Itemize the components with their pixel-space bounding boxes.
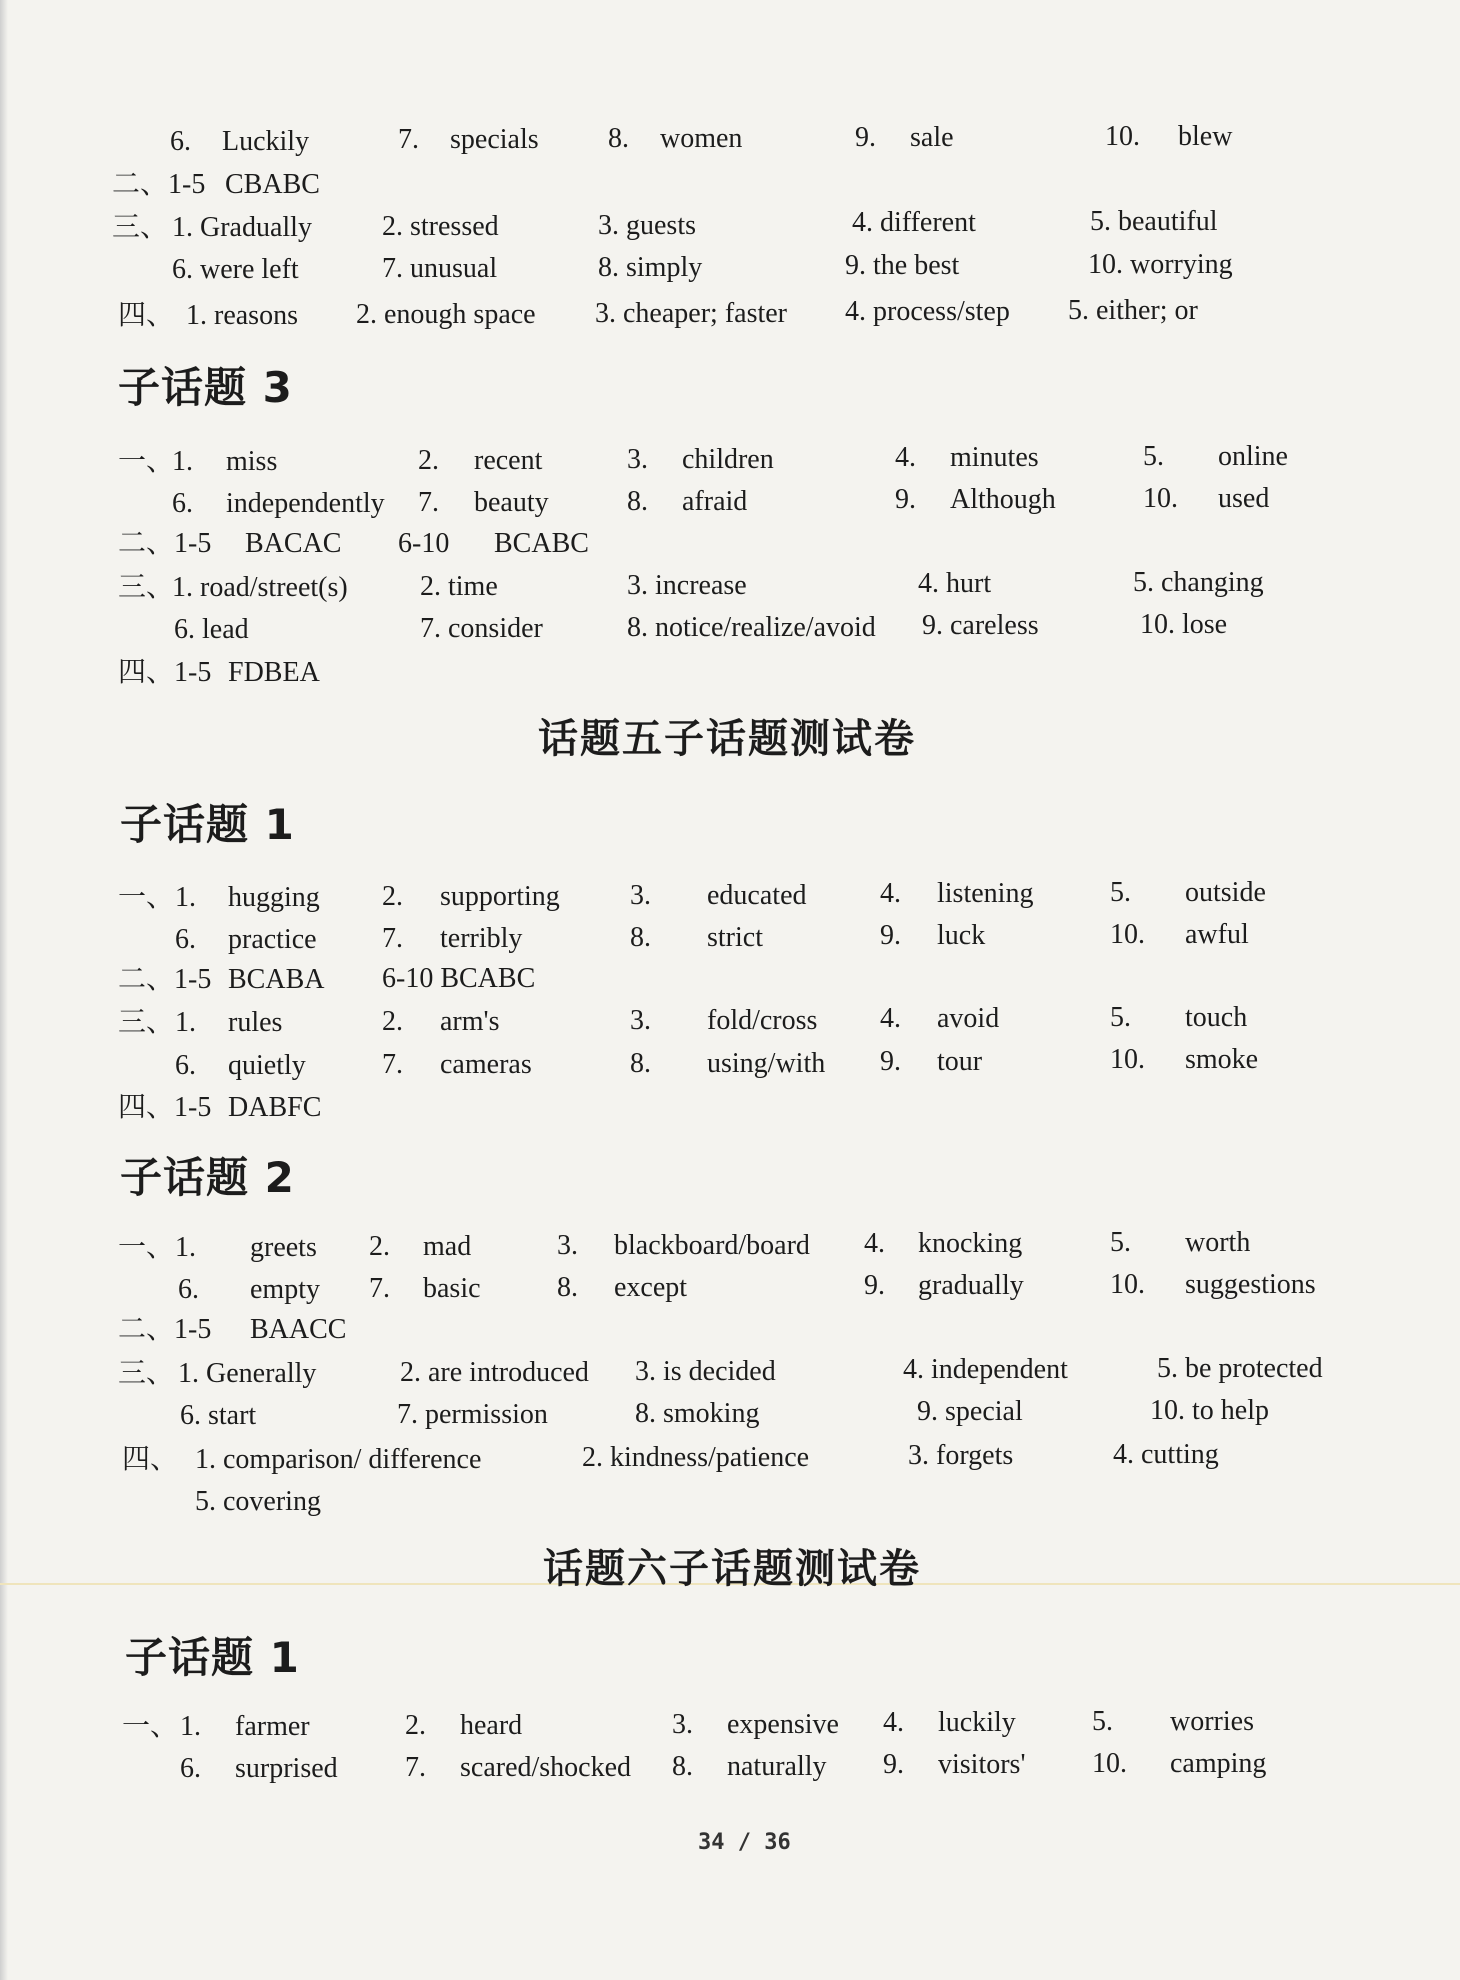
t5s2-s1-r2-9: suggestions <box>1185 1269 1316 1300</box>
t5s2-s1-r1-3: mad <box>423 1231 472 1262</box>
prev-s3-r1-0: 1. Gradually <box>172 212 312 243</box>
t6s1-s1-r1-6: 4. <box>883 1707 904 1738</box>
prev-s2-ans1: CBABC <box>225 169 320 200</box>
t6s1-s1-r2-5: naturally <box>727 1751 827 1782</box>
sub3-s1-label: 一、 <box>118 446 175 477</box>
t5s2-s2-ans1: BAACC <box>250 1314 347 1345</box>
sub3-s1-r1-6: 4. <box>895 442 916 473</box>
t5s2-s1-r1-2: 2. <box>369 1231 390 1262</box>
t5s1-s3-r1-0: 1. <box>175 1007 196 1038</box>
t5s2-s1-r1-5: blackboard/board <box>614 1230 810 1261</box>
prev-s1-r2-3: specials <box>450 124 539 155</box>
t5s2-s1-r2-0: 6. <box>178 1274 199 1305</box>
sub3-s3-r2-1: 7. consider <box>420 613 543 644</box>
t5s1-s2-ans1: BCABA <box>228 964 325 995</box>
t5s1-s1-r1-4: 3. <box>630 880 651 911</box>
prev-s3-r2-3: 9. the best <box>845 250 960 281</box>
t5s1-s1-r1-8: 5. <box>1110 877 1131 908</box>
t5s2-s1-r1-0: 1. <box>175 1232 196 1263</box>
prev-s3-r2-4: 10. worrying <box>1088 249 1233 280</box>
t5s1-s3-r1-9: touch <box>1185 1002 1248 1033</box>
t6s1-s1-r2-9: camping <box>1170 1748 1267 1779</box>
t5s2-s1-r1-6: 4. <box>864 1228 885 1259</box>
t6s1-s1-r1-5: expensive <box>727 1709 839 1740</box>
t5s2-s3-r2-4: 10. to help <box>1150 1395 1269 1426</box>
t5s1-s2-ans2: 6-10 BCABC <box>382 963 536 994</box>
prev-s2-label: 二、1-5 <box>112 169 206 200</box>
sub3-s1-r1-5: children <box>682 444 774 475</box>
sub3-s3-r1-1: 2. time <box>420 571 498 602</box>
prev-s1-r2-1: Luckily <box>222 126 310 157</box>
t5s2-s1-r1-9: worth <box>1185 1227 1251 1258</box>
prev-s1-r2-0: 6. <box>170 126 191 157</box>
t5s1-s3-r1-2: 2. <box>382 1006 403 1037</box>
t5s1-s1-r1-7: listening <box>937 878 1034 909</box>
t5s1-s4-label: 四、1-5 <box>118 1092 212 1123</box>
sub3-s1-r1-0: 1. <box>172 446 193 477</box>
prev-s1-r2-8: 10. <box>1105 121 1140 152</box>
t5s2-s1-r2-1: empty <box>250 1274 320 1305</box>
topic5-sub2-title: 子话题 2 <box>120 1153 295 1202</box>
sub3-s1-r1-3: recent <box>474 445 543 476</box>
prev-s3-r1-1: 2. stressed <box>382 211 499 242</box>
t5s2-s3-label: 三、 <box>118 1358 175 1389</box>
topic6-title: 话题六子话题测试卷 <box>543 1546 921 1592</box>
t6s1-s1-r2-3: scared/shocked <box>460 1752 632 1783</box>
sub3-s1-r2-9: used <box>1218 483 1270 514</box>
t6s1-s1-r1-9: worries <box>1170 1706 1254 1737</box>
t5s1-s1-r2-5: strict <box>707 922 763 953</box>
prev-s3-r1-2: 3. guests <box>598 210 696 241</box>
prev-s3-r1-3: 4. different <box>852 207 976 238</box>
sub3-s1-r2-4: 8. <box>627 486 648 517</box>
t5s1-s1-r2-3: terribly <box>440 923 523 954</box>
t5s1-s1-r2-6: 9. <box>880 920 901 951</box>
t5s1-s3-r2-5: using/with <box>707 1048 826 1079</box>
prev-s1-r2-6: 9. <box>855 122 876 153</box>
t5s2-s3-r2-1: 7. permission <box>397 1399 548 1430</box>
t5s2-s2-label: 二、1-5 <box>118 1314 212 1345</box>
t5s1-s3-r2-9: smoke <box>1185 1044 1259 1075</box>
t5s1-s3-r2-1: quietly <box>228 1050 306 1081</box>
sub3-s4-label: 四、1-5 <box>118 657 212 688</box>
sub3-s1-r1-7: minutes <box>950 442 1039 473</box>
prev-s3-r2-0: 6. were left <box>172 254 299 285</box>
t5s2-s3-r2-3: 9. special <box>917 1396 1023 1427</box>
t5s1-s1-r2-0: 6. <box>175 924 196 955</box>
t5s1-s1-r1-6: 4. <box>880 878 901 909</box>
sub3-s3-r1-2: 3. increase <box>627 570 747 601</box>
t5s1-s1-r1-3: supporting <box>440 881 560 912</box>
topic5-sub1-title: 子话题 1 <box>120 800 295 849</box>
prev-s3-r1-4: 5. beautiful <box>1090 206 1218 237</box>
sub3-s3-r1-3: 4. hurt <box>918 568 992 599</box>
sub3-s1-r1-4: 3. <box>627 444 648 475</box>
sub3-s2-ans2: BCABC <box>494 528 589 559</box>
t5s1-s1-r2-2: 7. <box>382 923 403 954</box>
t5s1-s3-r1-6: 4. <box>880 1003 901 1034</box>
t5s1-s1-label: 一、 <box>118 882 175 913</box>
t6s1-s1-r1-4: 3. <box>672 1709 693 1740</box>
t6s1-s1-r2-8: 10. <box>1092 1748 1127 1779</box>
sub3-s1-r1-9: online <box>1218 441 1288 472</box>
t5s1-s1-r2-7: luck <box>937 920 986 951</box>
t5s1-s3-r1-8: 5. <box>1110 1002 1131 1033</box>
page-number: 34 / 36 <box>698 1830 791 1855</box>
topic6-sub1-title: 子话题 1 <box>125 1633 300 1682</box>
t5s1-s1-r1-2: 2. <box>382 881 403 912</box>
t5s1-s3-r2-6: 9. <box>880 1046 901 1077</box>
t5s2-s1-r1-1: greets <box>250 1232 317 1263</box>
prev-s1-r2-5: women <box>660 123 743 154</box>
sub3-s2-ans1: BACAC <box>245 528 342 559</box>
t5s1-s3-r2-0: 6. <box>175 1050 196 1081</box>
t5s1-s3-r2-3: cameras <box>440 1049 532 1080</box>
t5s2-s3-r1-1: 2. are introduced <box>400 1357 589 1388</box>
t5s2-s1-r1-7: knocking <box>918 1228 1023 1259</box>
sub3-s3-r2-3: 9. careless <box>922 610 1039 641</box>
sub3-s1-r2-8: 10. <box>1143 483 1178 514</box>
sub3-s1-r1-8: 5. <box>1143 441 1164 472</box>
t5s2-s3-r1-2: 3. is decided <box>635 1356 776 1387</box>
sub3-s2-label: 二、1-5 <box>118 528 212 559</box>
t5s2-s4-label: 四、 <box>122 1444 179 1475</box>
sub3-s1-r2-7: Although <box>950 484 1056 515</box>
sub3-s3-r2-4: 10. lose <box>1140 609 1228 640</box>
t5s1-s4-ans1: DABFC <box>228 1092 322 1123</box>
t5s1-s3-label: 三、 <box>118 1007 175 1038</box>
t5s1-s1-r1-0: 1. <box>175 882 196 913</box>
prev-s1-r2-9: blew <box>1178 121 1233 152</box>
t5s2-s4-r1-0: 1. comparison/ difference <box>195 1444 482 1475</box>
t5s1-s2-label: 二、1-5 <box>118 964 212 995</box>
t6s1-s1-r1-0: 1. <box>180 1711 201 1742</box>
t5s1-s3-r2-8: 10. <box>1110 1044 1145 1075</box>
sub3-s2-label2: 6-10 <box>398 528 450 559</box>
prev-s1-r2-4: 8. <box>608 123 629 154</box>
t5s1-s3-r1-5: fold/cross <box>707 1005 818 1036</box>
sub3-s1-r2-0: 6. <box>172 488 193 519</box>
t6s1-s1-r1-2: 2. <box>405 1710 426 1741</box>
t5s1-s3-r1-7: avoid <box>937 1003 1000 1034</box>
t5s1-s3-r2-2: 7. <box>382 1049 403 1080</box>
prev-s4-r1-2: 3. cheaper; faster <box>595 298 787 329</box>
sub3-s1-r2-6: 9. <box>895 484 916 515</box>
scan-fold-shadow <box>0 0 8 1980</box>
t6s1-s1-r2-2: 7. <box>405 1752 426 1783</box>
t5s2-s4-r1-1: 2. kindness/patience <box>582 1442 810 1473</box>
t6s1-s1-r1-1: farmer <box>235 1711 310 1742</box>
t5s2-s1-r1-8: 5. <box>1110 1227 1131 1258</box>
prev-s4-label: 四、 <box>118 300 175 331</box>
t5s1-s3-r2-7: tour <box>937 1046 983 1077</box>
t5s2-s1-r2-8: 10. <box>1110 1269 1145 1300</box>
sub3-s3-r1-0: 1. road/street(s) <box>172 572 348 603</box>
t5s2-s1-r2-3: basic <box>423 1273 481 1304</box>
sub3-s4-ans1: FDBEA <box>228 657 320 688</box>
t5s2-s3-r1-0: 1. Generally <box>178 1358 317 1389</box>
sub3-s1-r1-2: 2. <box>418 445 439 476</box>
topic5-title: 话题五子话题测试卷 <box>538 716 916 762</box>
t5s1-s1-r2-1: practice <box>228 924 317 955</box>
t5s1-s1-r1-5: educated <box>707 880 807 911</box>
t5s2-s1-r1-4: 3. <box>557 1230 578 1261</box>
sub3-s1-r2-3: beauty <box>474 487 549 518</box>
t5s2-s4-r2-0: 5. covering <box>195 1486 321 1517</box>
t5s2-s3-r1-3: 4. independent <box>903 1354 1068 1385</box>
sub3-s1-r2-2: 7. <box>418 487 439 518</box>
prev-s3-label: 三、 <box>112 212 169 243</box>
t5s2-s3-r2-2: 8. smoking <box>635 1398 760 1429</box>
prev-s4-r1-3: 4. process/step <box>845 296 1010 327</box>
sub3-title: 子话题 3 <box>118 363 293 412</box>
t5s2-s3-r2-0: 6. start <box>180 1400 257 1431</box>
prev-s3-r2-2: 8. simply <box>598 252 703 283</box>
t5s1-s3-r2-4: 8. <box>630 1048 651 1079</box>
prev-s4-r1-1: 2. enough space <box>356 299 536 330</box>
t6s1-s1-label: 一、 <box>122 1711 179 1742</box>
t5s1-s1-r1-9: outside <box>1185 877 1266 908</box>
prev-s1-r2-7: sale <box>910 122 954 153</box>
t6s1-s1-r2-6: 9. <box>883 1749 904 1780</box>
sub3-s3-label: 三、 <box>118 572 175 603</box>
t5s1-s1-r2-8: 10. <box>1110 919 1145 950</box>
t6s1-s1-r1-8: 5. <box>1092 1706 1113 1737</box>
prev-s3-r2-1: 7. unusual <box>382 253 498 284</box>
sub3-s3-r2-2: 8. notice/realize/avoid <box>627 612 876 643</box>
t5s2-s4-r1-3: 4. cutting <box>1113 1439 1219 1470</box>
prev-s1-r2-2: 7. <box>398 124 419 155</box>
sub3-s1-r2-5: afraid <box>682 486 748 517</box>
t6s1-s1-r2-1: surprised <box>235 1753 338 1784</box>
t6s1-s1-r1-7: luckily <box>938 1707 1016 1738</box>
sub3-s3-r1-4: 5. changing <box>1133 567 1264 598</box>
t5s2-s1-r2-4: 8. <box>557 1272 578 1303</box>
sub3-s3-r2-0: 6. lead <box>174 614 249 645</box>
t5s2-s3-r1-4: 5. be protected <box>1157 1353 1323 1384</box>
sub3-s1-r2-1: independently <box>226 488 385 519</box>
t5s2-s4-r1-2: 3. forgets <box>908 1440 1014 1471</box>
prev-s4-r1-4: 5. either; or <box>1068 295 1198 326</box>
t6s1-s1-r2-0: 6. <box>180 1753 201 1784</box>
t5s1-s3-r1-3: arm's <box>440 1006 500 1037</box>
t6s1-s1-r1-3: heard <box>460 1710 523 1741</box>
t5s2-s1-r2-5: except <box>614 1272 688 1303</box>
t5s1-s1-r2-4: 8. <box>630 922 651 953</box>
t5s2-s1-r2-6: 9. <box>864 1270 885 1301</box>
t5s2-s1-r2-2: 7. <box>369 1273 390 1304</box>
t6s1-s1-r2-7: visitors' <box>938 1749 1026 1780</box>
t6s1-s1-r2-4: 8. <box>672 1751 693 1782</box>
t5s1-s3-r1-4: 3. <box>630 1005 651 1036</box>
t5s2-s1-label: 一、 <box>118 1232 175 1263</box>
t5s1-s1-r2-9: awful <box>1185 919 1249 950</box>
sub3-s1-r1-1: miss <box>226 446 278 477</box>
prev-s4-r1-0: 1. reasons <box>186 300 298 331</box>
t5s1-s3-r1-1: rules <box>228 1007 283 1038</box>
t5s1-s1-r1-1: hugging <box>228 882 320 913</box>
t5s2-s1-r2-7: gradually <box>918 1270 1024 1301</box>
